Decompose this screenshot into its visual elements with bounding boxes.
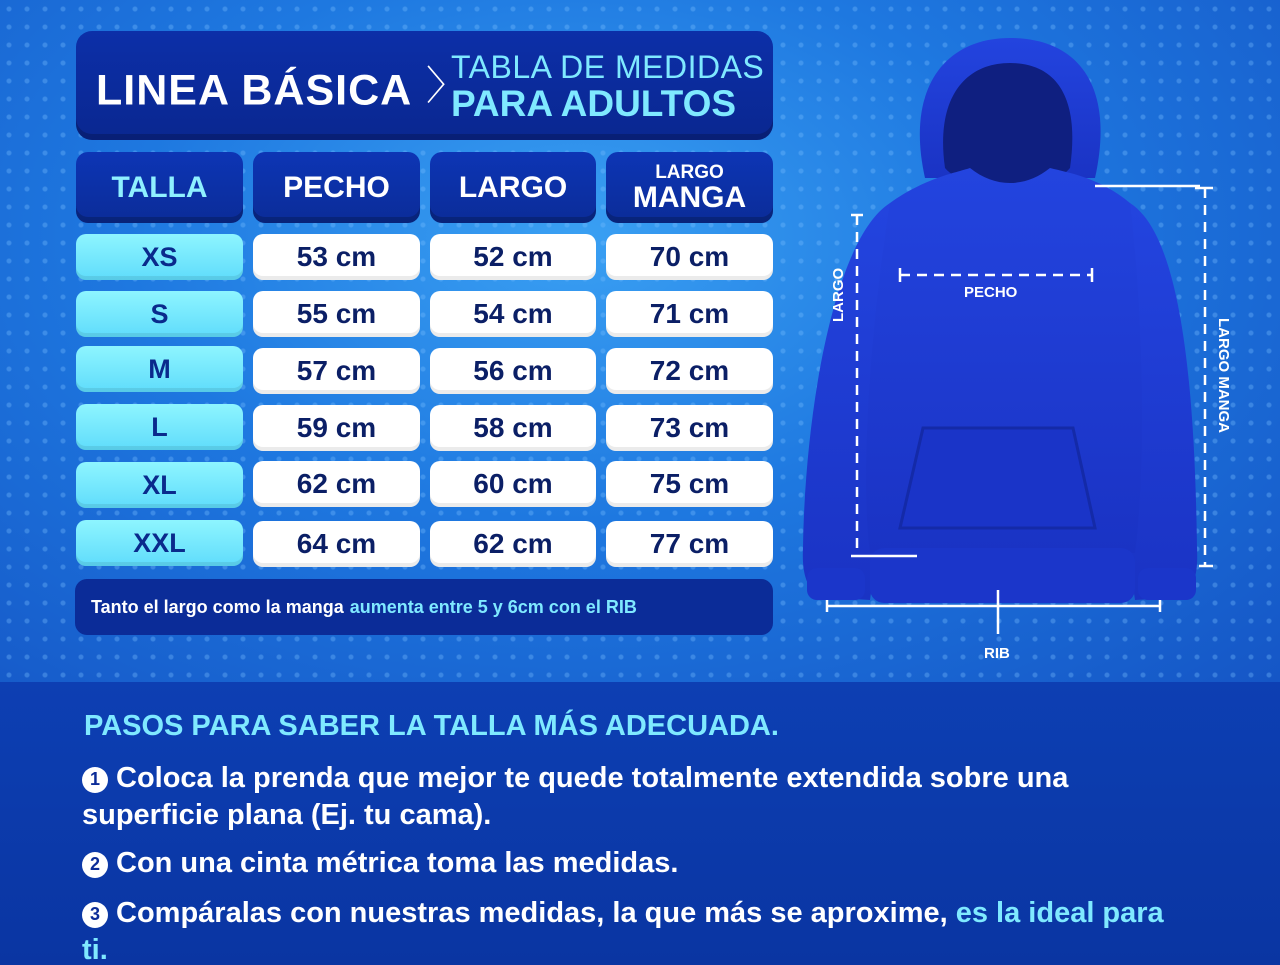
rib-note-text: Tanto el largo como la manga bbox=[91, 596, 344, 617]
size-cell: L bbox=[76, 404, 243, 450]
manga-cell: 70 cm bbox=[606, 234, 773, 280]
title-panel bbox=[76, 31, 773, 140]
step-number: 3 bbox=[82, 902, 108, 928]
pecho-cell: 55 cm bbox=[253, 291, 420, 337]
step-number: 2 bbox=[82, 852, 108, 878]
size-cell: XS bbox=[76, 234, 243, 280]
size-cell: S bbox=[76, 291, 243, 337]
hoodie-illustration bbox=[795, 28, 1265, 668]
steps-title: PASOS PARA SABER LA TALLA MÁS ADECUADA. bbox=[84, 710, 779, 742]
manga-cell: 75 cm bbox=[606, 461, 773, 507]
size-cell: M bbox=[76, 346, 243, 392]
label-rib: RIB bbox=[984, 645, 1010, 662]
column-header-largo-manga bbox=[606, 152, 773, 223]
largo-cell: 62 cm bbox=[430, 521, 596, 567]
subtitle-line2: PARA ADULTOS bbox=[451, 83, 737, 124]
largo-cell: 52 cm bbox=[430, 234, 596, 280]
step-text: Con una cinta métrica toma las medidas. bbox=[116, 847, 679, 879]
column-header-talla: TALLA bbox=[76, 152, 243, 223]
step-item bbox=[82, 895, 1192, 965]
chevron-right-icon: 〉 bbox=[426, 64, 466, 108]
step-number: 1 bbox=[82, 767, 108, 793]
column-header-pecho: PECHO bbox=[253, 152, 420, 223]
largo-cell: 58 cm bbox=[430, 405, 596, 451]
label-largo: LARGO bbox=[830, 267, 847, 322]
step-text: Coloca la prenda que mejor te quede totalmente extendida sobre una superficie plana (Ej. tu cama). bbox=[82, 762, 1069, 831]
largo-cell: 54 cm bbox=[430, 291, 596, 337]
largo-cell: 56 cm bbox=[430, 348, 596, 394]
subtitle-line1: TABLA DE MEDIDAS bbox=[451, 49, 765, 85]
size-cell: XL bbox=[76, 462, 243, 508]
label-largo-manga: LARGO MANGA bbox=[1215, 318, 1232, 433]
largo-cell: 60 cm bbox=[430, 461, 596, 507]
brand-title: LINEA BÁSICA bbox=[96, 66, 413, 115]
rib-note bbox=[75, 579, 773, 635]
pecho-cell: 59 cm bbox=[253, 405, 420, 451]
pecho-cell: 57 cm bbox=[253, 348, 420, 394]
rib-note-highlight: aumenta entre 5 y 6cm con el RIB bbox=[349, 596, 637, 617]
label-pecho: PECHO bbox=[964, 284, 1018, 301]
column-header-manga-small: LARGO bbox=[655, 161, 724, 183]
column-header-largo: LARGO bbox=[430, 152, 596, 223]
step-item bbox=[82, 845, 1192, 882]
step-text: Compáralas con nuestras medidas, la que más se aproxime, bbox=[116, 897, 948, 929]
manga-cell: 77 cm bbox=[606, 521, 773, 567]
manga-cell: 72 cm bbox=[606, 348, 773, 394]
manga-cell: 73 cm bbox=[606, 405, 773, 451]
manga-cell: 71 cm bbox=[606, 291, 773, 337]
column-header-manga-big: MANGA bbox=[632, 180, 747, 214]
step-highlight: es la ideal para ti. bbox=[82, 897, 1164, 965]
pecho-cell: 53 cm bbox=[253, 234, 420, 280]
pecho-cell: 62 cm bbox=[253, 461, 420, 507]
pecho-cell: 64 cm bbox=[253, 521, 420, 567]
size-cell: XXL bbox=[76, 520, 243, 566]
step-item bbox=[82, 760, 1192, 834]
